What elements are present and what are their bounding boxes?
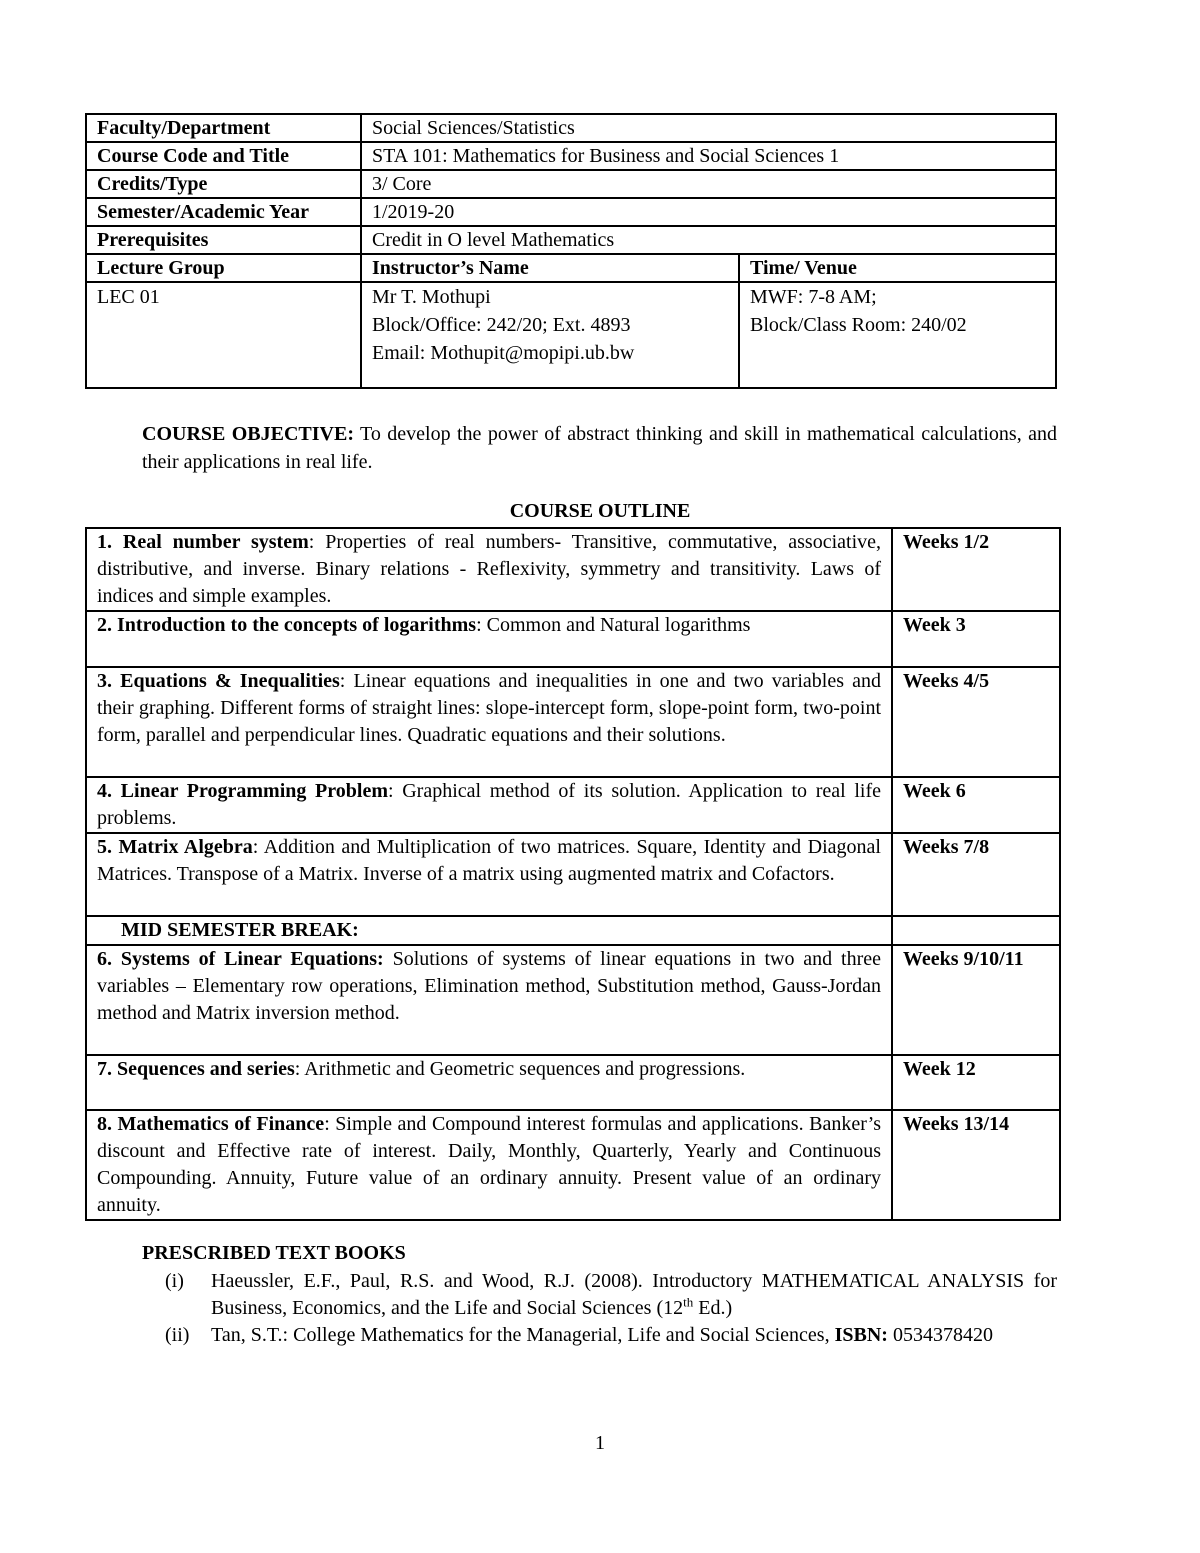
topic-text: : Arithmetic and Geometric sequences and progressions.	[294, 1058, 746, 1080]
faculty-value: Social Sciences/Statistics	[361, 114, 1056, 142]
list-item	[165, 1268, 1057, 1322]
prereq-value: Credit in O level Mathematics	[361, 226, 1056, 254]
table-row	[86, 1110, 1060, 1220]
outline-weeks-6: Weeks 9/10/11	[892, 945, 1060, 1055]
outline-weeks-2: Week 3	[892, 611, 1060, 667]
faculty-label: Faculty/Department	[86, 114, 361, 142]
topic-title: 5. Matrix Algebra	[97, 836, 253, 858]
semester-label: Semester/Academic Year	[86, 198, 361, 226]
table-row	[86, 198, 1056, 226]
outline-title: COURSE OUTLINE	[509, 500, 691, 522]
outline-weeks-3: Weeks 4/5	[892, 667, 1060, 777]
break-weeks-cell	[892, 916, 1060, 945]
outline-topic-7	[86, 1055, 892, 1110]
table-row	[86, 142, 1056, 170]
time-label: Time/ Venue	[739, 254, 1056, 282]
instructor-details	[361, 282, 739, 388]
table-row	[86, 528, 1060, 611]
table-row	[86, 667, 1060, 777]
course-outline-table	[85, 527, 1061, 1221]
instructor-name: Mr T. Mothupi	[372, 286, 491, 308]
outline-topic-1	[86, 528, 892, 611]
credits-label: Credits/Type	[86, 170, 361, 198]
book-number: (ii)	[165, 1324, 190, 1346]
outline-weeks-7: Week 12	[892, 1055, 1060, 1110]
outline-weeks-4: Week 6	[892, 777, 1060, 833]
table-row	[86, 1055, 1060, 1110]
course-value: STA 101: Mathematics for Business and Social Sciences 1	[361, 142, 1056, 170]
textbooks-list	[165, 1268, 1057, 1349]
outline-topic-5	[86, 833, 892, 916]
page-number: 1	[595, 1432, 605, 1454]
topic-text: : Linear equations and inequalities in one and two variables and their graphing. Different forms of straight lines: slope-intercept form, slope-point form, two-point form, parallel and perpendicular lines. Quadratic equations and their solutions.	[97, 670, 881, 746]
textbooks-title: PRESCRIBED TEXT BOOKS	[142, 1242, 406, 1264]
outline-topic-4	[86, 777, 892, 833]
outline-weeks-8: Weeks 13/14	[892, 1110, 1060, 1220]
topic-text: : Common and Natural logarithms	[476, 614, 751, 636]
topic-title: 3. Equations & Inequalities	[97, 670, 340, 692]
time-value: MWF: 7-8 AM;	[750, 286, 877, 308]
group-value: LEC 01	[86, 282, 361, 388]
instructor-email: Email: Mothupit@mopipi.ub.bw	[372, 342, 635, 364]
table-row	[86, 916, 1060, 945]
topic-title: 2. Introduction to the concepts of logarithms	[97, 614, 477, 636]
course-objective	[142, 420, 1057, 476]
topic-title: 8. Mathematics of Finance	[97, 1113, 325, 1135]
table-row	[86, 777, 1060, 833]
table-row	[86, 170, 1056, 198]
credits-value: 3/ Core	[361, 170, 1056, 198]
instructor-office: Block/Office: 242/20; Ext. 4893	[372, 314, 631, 336]
semester-value: 1/2019-20	[361, 198, 1056, 226]
book-edition: Ed.)	[693, 1297, 733, 1319]
topic-title: 7. Sequences and series	[97, 1058, 295, 1080]
objective-label: COURSE OBJECTIVE:	[142, 423, 355, 445]
superscript: th	[683, 1294, 694, 1310]
outline-topic-2	[86, 611, 892, 667]
list-item	[165, 1322, 1057, 1349]
objective-text: To develop the power of abstract thinking and skill in mathematical calculations, and their applications in real life.	[142, 423, 1057, 473]
course-info-table	[85, 113, 1057, 389]
group-label: Lecture Group	[86, 254, 361, 282]
table-row	[86, 282, 1056, 388]
table-row	[86, 945, 1060, 1055]
table-row	[86, 833, 1060, 916]
topic-text: : Properties of real numbers- Transitive, commutative, associative, distributive, and inverse. Binary relations - Reflexivity, symmetry and transitivity. Laws of indices and simple examples.	[97, 531, 882, 607]
venue-value: Block/Class Room: 240/02	[750, 314, 967, 336]
table-row	[86, 226, 1056, 254]
book-text: Haeussler, E.F., Paul, R.S. and Wood, R.J. (2008). Introductory MATHEMATICAL ANALYSIS for Business, Economics, and the Life and Social Sciences (12	[211, 1270, 1057, 1319]
topic-title: 1. Real number system	[97, 531, 309, 553]
time-venue-details	[739, 282, 1056, 388]
instructor-label: Instructor’s Name	[361, 254, 739, 282]
outline-topic-6	[86, 945, 892, 1055]
topic-text: : Graphical method of its solution. Application to real life problems.	[97, 780, 881, 829]
topic-title: 4. Linear Programming Problem	[97, 780, 388, 802]
isbn-label: ISBN:	[834, 1324, 888, 1346]
topic-title: 6. Systems of Linear Equations:	[97, 948, 384, 970]
table-row	[86, 254, 1056, 282]
mid-semester-break: MID SEMESTER BREAK:	[86, 916, 892, 945]
book-text: Tan, S.T.: College Mathematics for the Managerial, Life and Social Sciences,	[211, 1324, 835, 1346]
topic-text: Solutions of systems of linear equations in two and three variables – Elementary row operations, Elimination method, Substitution method, Gauss-Jordan method and Matrix inversion method.	[97, 948, 881, 1024]
outline-topic-8	[86, 1110, 892, 1220]
course-label: Course Code and Title	[86, 142, 361, 170]
table-row	[86, 114, 1056, 142]
outline-weeks-5: Weeks 7/8	[892, 833, 1060, 916]
outline-topic-3	[86, 667, 892, 777]
book-citation	[211, 1268, 1057, 1322]
topic-text: : Addition and Multiplication of two matrices. Square, Identity and Diagonal Matrices. Transpose of a Matrix. Inverse of a matrix using augmented matrix and Cofactors.	[97, 836, 881, 885]
isbn-value: 0534378420	[887, 1324, 993, 1346]
outline-weeks-1: Weeks 1/2	[892, 528, 1060, 611]
topic-text: : Simple and Compound interest formulas and applications. Banker’s discount and Effective rate of interest. Daily, Monthly, Quarterly, Yearly and Continuous Compounding. Annuity, Future value of an ordinary annuity. Present value of an ordinary annuity.	[97, 1113, 881, 1216]
book-citation	[211, 1322, 1057, 1349]
prereq-label: Prerequisites	[86, 226, 361, 254]
book-number: (i)	[165, 1270, 184, 1292]
table-row	[86, 611, 1060, 667]
